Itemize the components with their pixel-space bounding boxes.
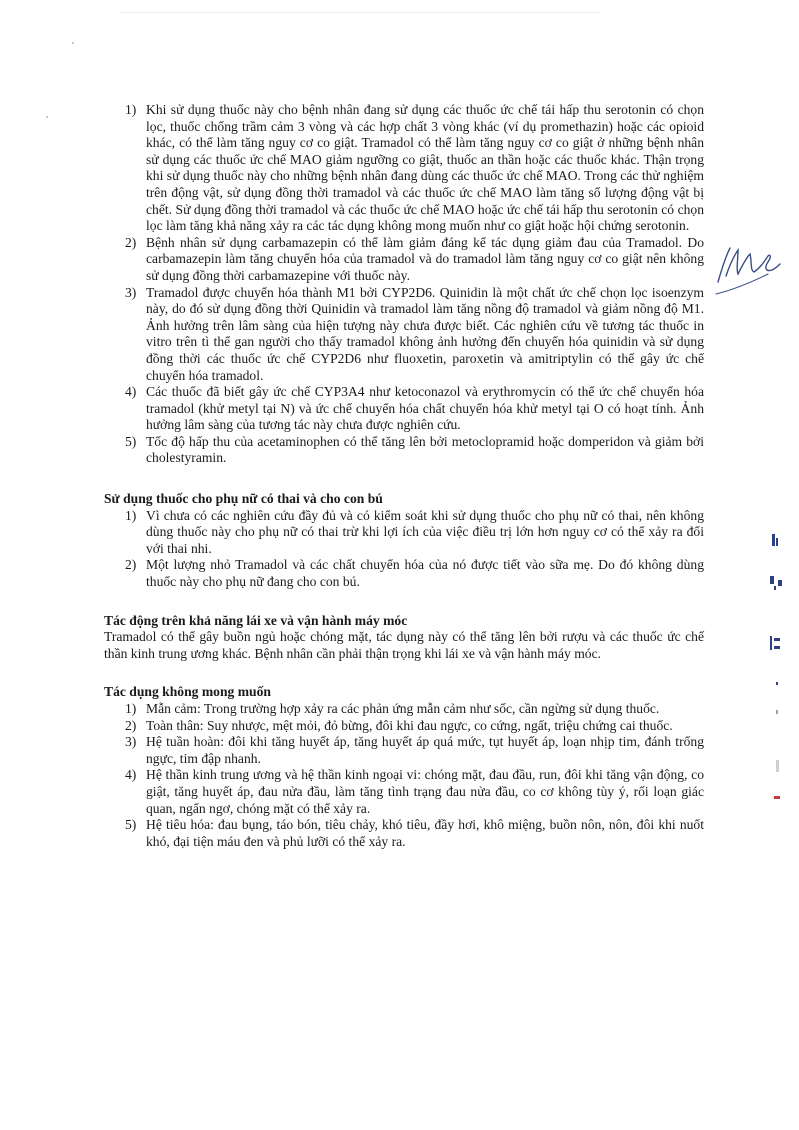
list-text: Một lượng nhỏ Tramadol và các chất chuyển hóa của nó được tiết vào sữa mẹ. Do đó không dùng thuốc này cho phụ nữ đang cho con bú. <box>146 557 704 590</box>
list-number: 1) <box>125 701 137 716</box>
list-item <box>104 102 704 235</box>
adverse-list <box>104 701 704 850</box>
pregnancy-heading: Sử dụng thuốc cho phụ nữ có thai và cho con bú <box>104 491 383 507</box>
adverse-heading: Tác dụng không mong muốn <box>104 684 271 700</box>
list-text: Hệ tiêu hóa: đau bụng, táo bón, tiêu chảy, khó tiêu, đầy hơi, khô miệng, buồn nôn, nôn, đôi khi nuốt khó, đại tiện máu đen và phủ lưỡi có thể xảy ra. <box>146 817 704 849</box>
scan-speck <box>46 116 48 118</box>
list-number: 2) <box>125 234 137 250</box>
list-number: 5) <box>125 433 137 449</box>
list-text: Các thuốc đã biết gây ức chế CYP3A4 như ketoconazol và erythromycin có thể ức chế chuyển hóa tramadol (khử metyl tại N) và ức chế chuyển hóa chất chuyển hóa khử metyl tại O có hoạt tính. Ảnh hưởng lâm sàng của tương tác này chưa được nghiên cứu. <box>146 384 704 433</box>
list-text: Vì chưa có các nghiên cứu đầy đủ và có kiểm soát khi sử dụng thuốc cho phụ nữ có thai, nên không dùng thuốc này cho phụ nữ có thai trừ khi lợi ích của việc điều trị lớn hơn nguy cơ có thể xảy ra đối với thai nhi. <box>146 507 704 556</box>
list-item <box>104 508 704 558</box>
list-text: Hệ thần kinh trung ương và hệ thần kinh ngoại vi: chóng mặt, đau đầu, run, đôi khi tăng vận động, co giật, tăng huyết áp, đau nửa đầu, làm tăng tình trạng đau nửa đầu, co cơ không tùy ý, rối loạn giác quan, ngẩn ngơ, chóng mặt có thể xảy ra. <box>146 767 704 816</box>
list-item <box>104 235 704 285</box>
list-item <box>104 767 704 817</box>
driving-paragraph: Tramadol có thể gây buồn ngủ hoặc chóng mặt, tác dụng này có thể tăng lên bởi rượu và các thuốc ức chế thần kinh trung ương khác. Bệnh nhân cần phải thận trọng khi lái xe và vận hành máy móc. <box>104 629 704 661</box>
list-text: Khi sử dụng thuốc này cho bệnh nhân đang sử dụng các thuốc ức chế tái hấp thu serotonin có chọn lọc, thuốc chống trầm cảm 3 vòng và các hợp chất 3 vòng khác (ví dụ promethazin) hoặc các opioid khác, có thể làm tăng nguy cơ co giật. Tramadol có thể làm tăng nguy cơ co giật ở những bệnh nhân sử dụng các thuốc ức chế MAO giảm ngưỡng co giật, thuốc an thần hoặc các thuốc khác. Thận trọng khi sử dụng thuốc này cho những bệnh nhân đang dùng các thuốc ức chế MAO. Trong các thử nghiệm trên động vật, sử dụng đồng thời tramadol và các thuốc ức chế MAO làm tăng số lượng động vật bị chết. Sử dụng đồng thời tramadol và các thuốc ức chế MAO hoặc ức chế tái hấp thu serotonin có chọn lọc làm tăng khả năng xảy ra các tác dụng không mong muốn như co giật hoặc hội chứng serotonin. <box>146 102 704 234</box>
list-item <box>104 384 704 434</box>
document-page <box>104 102 704 850</box>
list-number: 4) <box>125 767 137 783</box>
list-item <box>104 701 704 718</box>
list-number: 3) <box>125 734 137 750</box>
driving-heading: Tác động trên khả năng lái xe và vận hành máy móc <box>104 612 408 628</box>
list-text: Mẫn cảm: Trong trường hợp xảy ra các phản ứng mẫn cảm như sốc, cần ngừng sử dụng thuốc. <box>146 701 660 716</box>
scan-speck <box>72 42 74 44</box>
handwritten-initials <box>712 238 784 298</box>
list-number: 1) <box>125 507 137 523</box>
list-number: 5) <box>125 817 137 833</box>
list-item <box>104 434 704 467</box>
list-number: 2) <box>125 717 137 733</box>
list-text: Hệ tuần hoàn: đôi khi tăng huyết áp, tăng huyết áp quá mức, tụt huyết áp, loạn nhịp tim, đánh trống ngực, tim đập nhanh. <box>146 734 704 766</box>
list-number: 1) <box>125 102 137 117</box>
list-item <box>104 557 704 590</box>
list-item <box>104 285 704 385</box>
list-number: 3) <box>125 284 137 300</box>
list-item <box>104 817 704 850</box>
pregnancy-list <box>104 508 704 591</box>
list-number: 4) <box>125 384 137 400</box>
list-number: 2) <box>125 557 137 573</box>
list-item <box>104 718 704 735</box>
interactions-list <box>104 102 704 467</box>
list-item <box>104 734 704 767</box>
list-text: Toàn thân: Suy nhược, mệt mỏi, đỏ bừng, đôi khi đau ngực, co cứng, ngất, triệu chứng cai thuốc. <box>146 717 673 733</box>
list-text: Tốc độ hấp thu của acetaminophen có thể tăng lên bởi metoclopramid hoặc domperidon và giảm bởi cholestyramin. <box>146 433 704 466</box>
list-text: Tramadol được chuyển hóa thành M1 bởi CYP2D6. Quinidin là một chất ức chế chọn lọc isoenzym này, do đó sử dụng đồng thời Quinidin và tramadol làm tăng nồng độ tramadol và giảm nồng độ M1. Ảnh hưởng trên lâm sàng của hiện tượng này chưa được biết. Các nghiên cứu về tương tác thuốc in vitro trên tì thể gan người cho thấy tramadol không ảnh hưởng đến chuyển hóa quinidin và sử dụng đồng thời các thuốc ức chế CYP2D6 như fluoxetin, paroxetin và amitriptylin có thể gây ức chế chuyển hóa tramadol. <box>146 284 704 383</box>
list-text: Bệnh nhân sử dụng carbamazepin có thể làm giảm đáng kể tác dụng giảm đau của Tramadol. Do carbamazepin làm tăng chuyển hóa của tramadol và do tramadol làm tăng nguy cơ co giật nên không sử dụng đồng thời carbamazepine với thuốc này. <box>146 234 704 283</box>
margin-stamp-marks <box>760 520 790 820</box>
scan-speck <box>120 12 600 13</box>
